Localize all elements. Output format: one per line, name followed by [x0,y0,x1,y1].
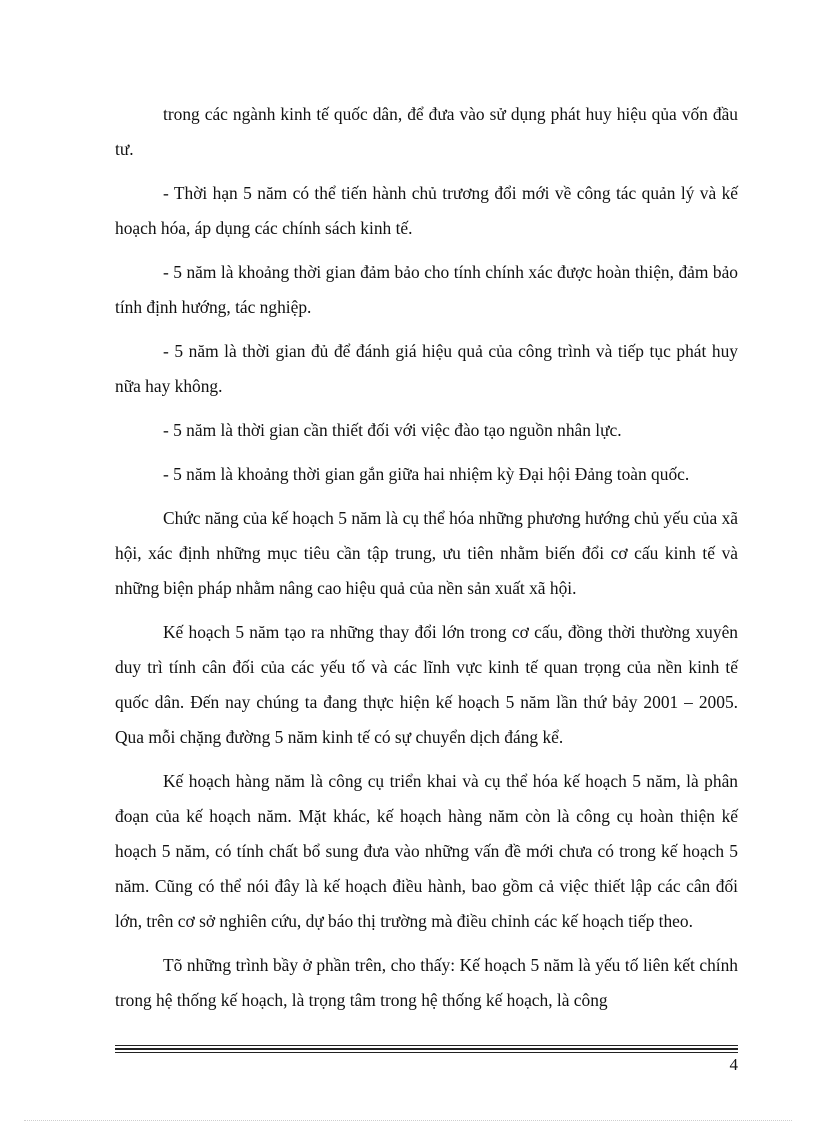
footer-divider [115,1048,738,1050]
paragraph: - Thời hạn 5 năm có thể tiến hành chủ trương đổi mới về công tác quản lý và kế hoạch hóa, áp dụng các chính sách kinh tế. [115,183,738,238]
page-number: 4 [729,1055,738,1074]
paragraph: - 5 năm là khoảng thời gian đảm bảo cho tính chính xác được hoàn thiện, đảm bảo tính định hướng, tác nghiệp. [115,262,738,317]
paragraph: trong các ngành kinh tế quốc dân, để đưa vào sử dụng phát huy hiệu qủa vốn đầu tư. [115,104,738,159]
paragraph: - 5 năm là khoảng thời gian gắn giữa hai nhiệm kỳ Đại hội Đảng toàn quốc. [163,464,690,484]
paragraph: Tõ những trình bầy ở phần trên, cho thấy: Kế hoạch 5 năm là yếu tố liên kết chính trong hệ thống kế hoạch, là trọng tâm trong hệ thống kế hoạch, là công [115,955,738,1010]
page-bottom-edge [24,1120,792,1121]
footer-divider [115,1045,738,1046]
paragraph: Kế hoạch 5 năm tạo ra những thay đổi lớn trong cơ cấu, đồng thời thường xuyên duy trì tính cân đối của các yếu tố và các lĩnh vực kinh tế quan trọng của nền kinh tế quốc dân. Đến nay chúng ta đang thực hiện kế hoạch 5 năm lần thứ bảy 2001 – 2005. Qua mỗi chặng đường 5 năm kinh tế có sự chuyển dịch đáng kể. [115,622,738,747]
paragraph: - 5 năm là thời gian đủ để đánh giá hiệu quả của công trình và tiếp tục phát huy nữa hay không. [115,341,738,396]
paragraph: - 5 năm là thời gian cần thiết đối với việc đào tạo nguồn nhân lực. [163,420,622,440]
footer-divider [115,1052,738,1053]
body-text [115,97,738,1027]
paragraph: Kế hoạch hàng năm là công cụ triển khai và cụ thể hóa kế hoạch 5 năm, là phân đoạn của kế hoạch năm. Mặt khác, kế hoạch hàng năm còn là công cụ hoàn thiện kế hoạch 5 năm, có tính chất bổ sung đưa vào những vấn đề mới chưa có trong kế hoạch 5 năm. Cũng có thể nói đây là kế hoạch điều hành, bao gồm cả việc thiết lập các cân đối lớn, trên cơ sở nghiên cứu, dự báo thị trường mà điều chỉnh các kế hoạch tiếp theo. [115,771,738,931]
paragraph: Chức năng của kế hoạch 5 năm là cụ thể hóa những phương hướng chủ yếu của xã hội, xác định những mục tiêu cần tập trung, ưu tiên nhằm biến đổi cơ cấu kinh tế và những biện pháp nhằm nâng cao hiệu quả của nền sản xuất xã hội. [115,508,738,598]
